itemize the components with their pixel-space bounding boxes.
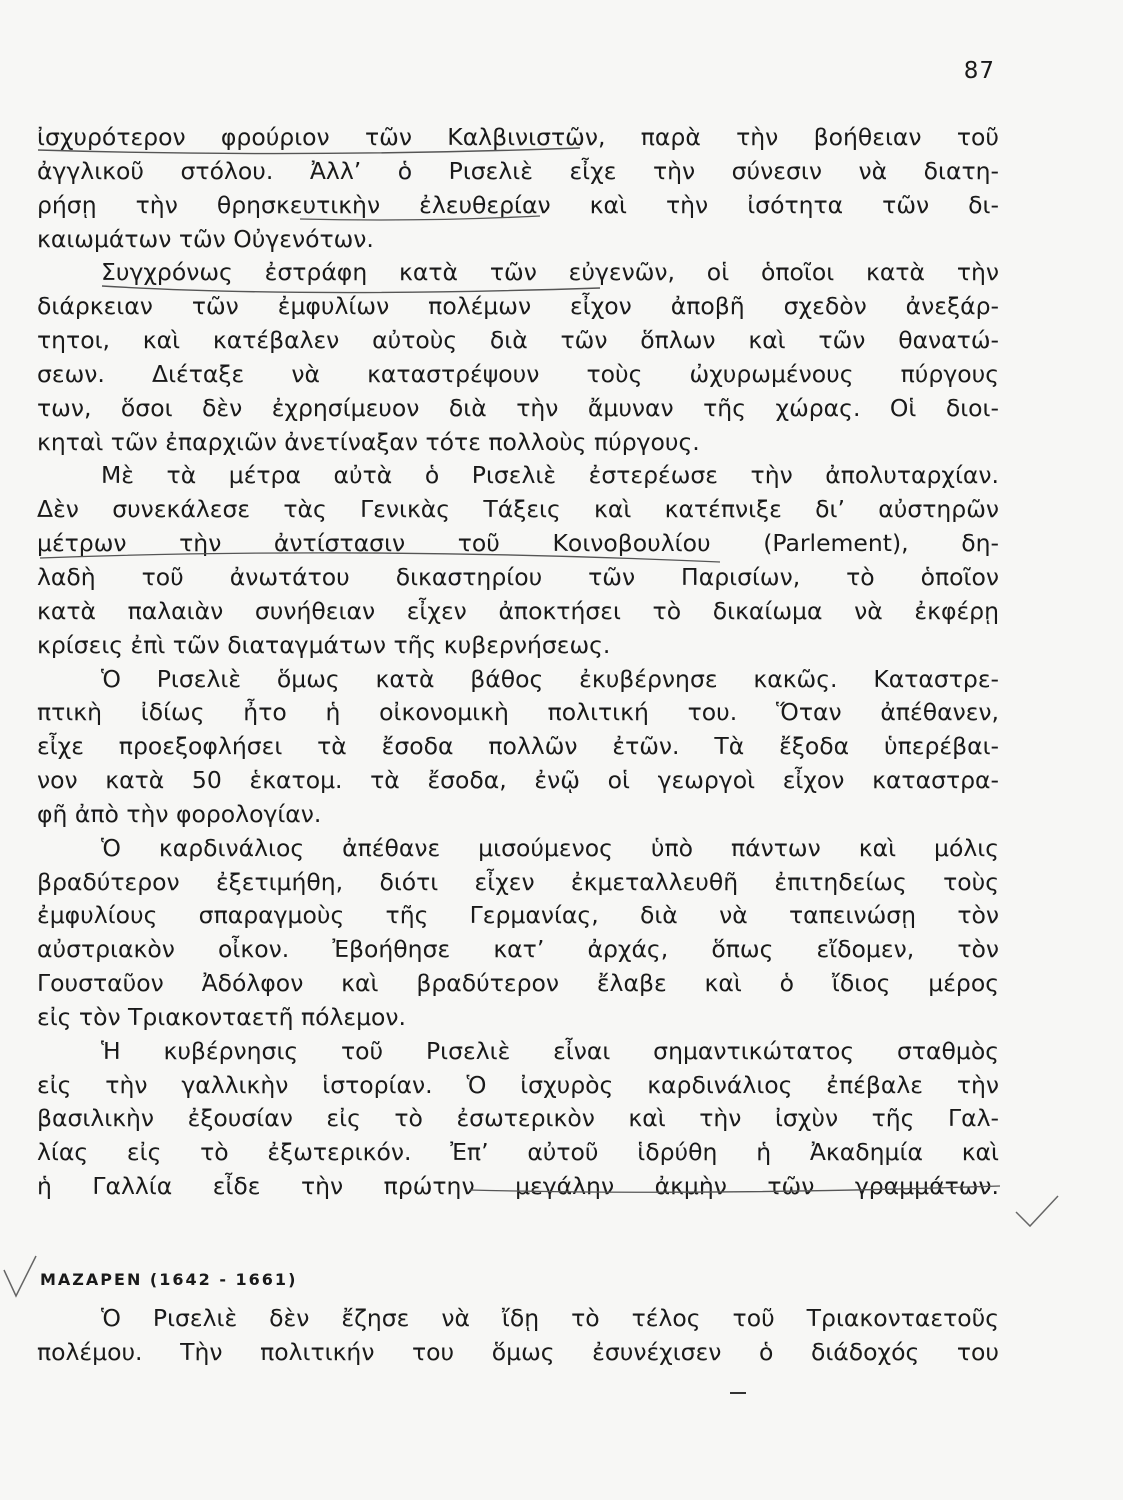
text-line: εἰς τὴν γαλλικὴν ἱστορίαν. Ὁ ἰσχυρὸς καρδινάλιος ἐπέβαλε τὴν [37,1070,999,1099]
text-line: κρίσεις ἐπὶ τῶν διαταγμάτων τῆς κυβερνήσεως. [37,630,611,659]
checkmark-icon [1016,1196,1058,1226]
section-heading: ΜΑΖΑΡΕΝ (1642 - 1661) [40,1270,298,1289]
text-line: Ὁ Ρισελιὲ δὲν ἔζησε νὰ ἴδῃ τὸ τέλος τοῦ Τριακονταετοῦς [101,1304,999,1332]
page-number: 87 [963,58,995,84]
text-line: φῆ ἀπὸ τὴν φορολογίαν. [37,799,322,828]
text-line: Γουσταῦον Ἀδόλφον καὶ βραδύτερον ἔλαβε καὶ ὁ ἴδιος μέρος [37,969,999,998]
text-line: κηταὶ τῶν ἐπαρχιῶν ἀνετίναξαν τότε πολλοὺς πύργους. [37,427,700,456]
checkmark-icon [4,1256,36,1296]
text-line: ρήσῃ τὴν θρησκευτικὴν ἐλευθερίαν καὶ τὴν ἰσότητα τῶν δι- [37,190,999,219]
text-line: βραδύτερον ἐξετιμήθη, διότι εἶχεν ἐκμεταλλευθῆ ἐπιτηδείως τοὺς [37,867,999,896]
text-line: σεων. Διέταξε νὰ καταστρέψουν τοὺς ὠχυρωμένους πύργους [37,359,999,388]
text-line: Ἡ κυβέρνησις τοῦ Ρισελιὲ εἶναι σημαντικώτατος σταθμὸς [101,1036,999,1065]
text-line: ἐμφυλίους σπαραγμοὺς τῆς Γερμανίας, διὰ νὰ ταπεινώσῃ τὸν [37,901,999,930]
text-line: αὐστριακὸν οἶκον. Ἐβοήθησε κατ’ ἀρχάς, ὅπως εἴδομεν, τὸν [37,935,999,964]
text-line: διάρκειαν τῶν ἐμφυλίων πολέμων εἶχον ἀποβῆ σχεδὸν ἀνεξάρ- [37,292,999,321]
text-line: νον κατὰ 50 ἑκατομ. τὰ ἔσοδα, ἐνῷ οἱ γεωργοὶ εἶχον καταστρα- [37,766,999,795]
text-line: Συγχρόνως ἐστράφη κατὰ τῶν εὐγενῶν, οἱ ὁποῖοι κατὰ τὴν [101,258,999,287]
text-line: βασιλικὴν ἐξουσίαν εἰς τὸ ἐσωτερικὸν καὶ τὴν ἰσχὺν τῆς Γαλ- [37,1104,999,1133]
text-line: εἶχε προεξοφλήσει τὰ ἔσοδα πολλῶν ἐτῶν. Τὰ ἔξοδα ὑπερέβαι- [37,732,999,761]
text-line: μέτρων τὴν ἀντίστασιν τοῦ Κοινοβουλίου (Parlement), δη- [37,529,999,558]
text-line: Ὁ καρδινάλιος ἀπέθανε μισούμενος ὑπὸ πάντων καὶ μόλις [101,833,999,862]
text-line: κατὰ παλαιὰν συνήθειαν εἶχεν ἀποκτήσει τὸ δικαίωμα νὰ ἐκφέρῃ [37,596,999,625]
text-line: εἰς τὸν Τριακονταετῆ πόλεμον. [37,1002,407,1031]
text-line: ἰσχυρότερον φρούριον τῶν Καλβινιστῶν, παρὰ τὴν βοήθειαν τοῦ [37,123,999,151]
text-line: Ὁ Ρισελιὲ ὅμως κατὰ βάθος ἐκυβέρνησε κακῶς. Καταστρε- [101,664,999,693]
text-line: ἡ Γαλλία εἶδε τὴν πρώτην μεγάλην ἀκμὴν τῶν γραμμάτων. [37,1172,999,1201]
text-line: λίας εἰς τὸ ἐξωτερικόν. Ἐπ’ αὐτοῦ ἱδρύθη ἡ Ἀκαδημία καὶ [37,1138,999,1167]
text-line: Μὲ τὰ μέτρα αὐτὰ ὁ Ρισελιὲ ἐστερέωσε τὴν ἀπολυταρχίαν. [101,461,999,490]
text-line: των, ὅσοι δὲν ἐχρησίμευον διὰ τὴν ἄμυναν τῆς χώρας. Οἱ διοι- [37,393,999,422]
text-line: καιωμάτων τῶν Οὐγενότων. [37,224,374,253]
text-line: τητοι, καὶ κατέβαλεν αὐτοὺς διὰ τῶν ὅπλων καὶ τῶν θανατώ- [37,326,999,355]
body-text [37,121,999,1204]
section-text [37,1302,999,1370]
text-line: πτικὴ ἰδίως ἦτο ἡ οἰκονομικὴ πολιτική του. Ὅταν ἀπέθανεν, [37,698,999,727]
footer-dash [730,1392,746,1394]
text-line: ἀγγλικοῦ στόλου. Ἀλλ’ ὁ Ρισελιὲ εἶχε τὴν σύνεσιν νὰ διατη- [37,156,999,185]
text-line: Δὲν συνεκάλεσε τὰς Γενικὰς Τάξεις καὶ κατέπνιξε δι’ αὐστηρῶν [37,495,999,524]
text-line: λαδὴ τοῦ ἀνωτάτου δικαστηρίου τῶν Παρισίων, τὸ ὁποῖον [37,562,999,591]
text-line: πολέμου. Τὴν πολιτικήν του ὅμως ἐσυνέχισεν ὁ διάδοχός του [37,1337,999,1366]
